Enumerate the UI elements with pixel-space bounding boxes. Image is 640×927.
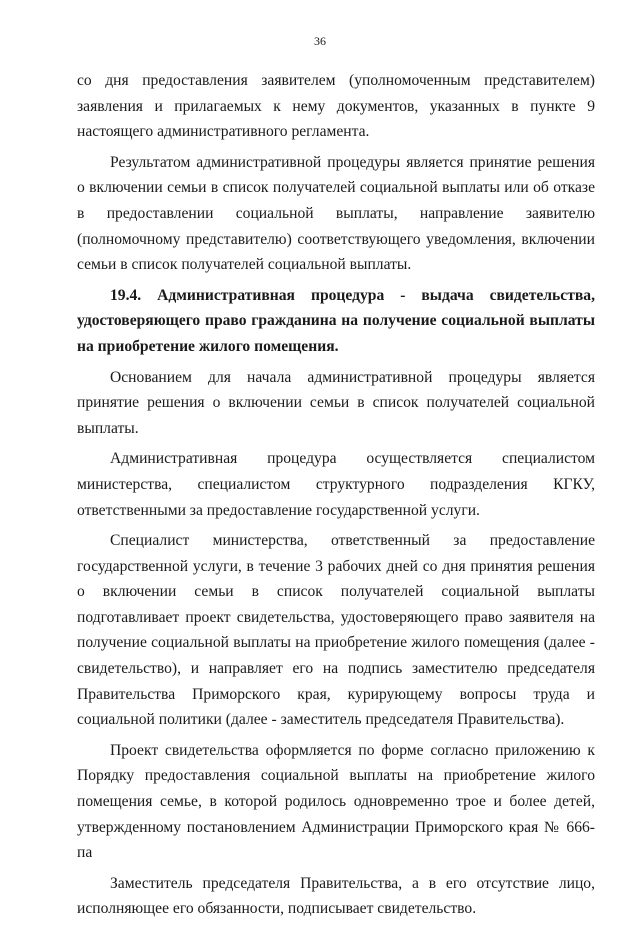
- document-body: [77, 68, 595, 927]
- page-number: 36: [314, 34, 326, 48]
- paragraph-performers: Административная процедура осуществляется специалистом министерства, специалистом структурного подразделения КГКУ, ответственными за предоставление государственной услуги.: [77, 450, 595, 519]
- paragraph-basis: Основанием для начала административной процедуры является принятие решения о включении семьи в список получателей социальной выплаты.: [77, 368, 595, 437]
- paragraph-result: Результатом административной процедуры является принятие решения о включении семьи в список получателей социальной выплаты или об отказе в предоставлении социальной выплаты, направление заявителю (полномочному представителю) соответствующего уведомления, включении семьи в список получателей социальной выплаты.: [77, 153, 595, 274]
- paragraph-continuation: со дня предоставления заявителем (уполномоченным представителем) заявления и прилагаемых к нему документов, указанных в пункте 9 настоящего административного регламента.: [77, 72, 595, 141]
- paragraph-draft-form: Проект свидетельства оформляется по форме согласно приложению к Порядку предоставления социальной выплаты на приобретение жилого помещения семье, в которой родилось одновременно трое и более детей, утвержденному постановлением Администрации Приморского края № 666-па: [77, 741, 595, 862]
- paragraph-signing: Заместитель председателя Правительства, а в его отсутствие лицо, исполняющее его обязанности, подписывает свидетельство.: [77, 874, 595, 918]
- paragraph-specialist: Специалист министерства, ответственный за предоставление государственной услуги, в течение 3 рабочих дней со дня принятия решения о включении семьи в список получателей социальной выплаты подготавливает проект свидетельства, удостоверяющего право заявителя на получение социальной выплаты на приобретение жилого помещения (далее - свидетельство), и направляет его на подпись заместителю председателя Правительства Приморского края, курирующему вопросы труда и социальной политики (далее - заместитель председателя Правительства).: [77, 532, 595, 729]
- section-heading-19-4: 19.4. Административная процедура - выдача свидетельства, удостоверяющего право гражданина на получение социальной выплаты на приобретение жилого помещения.: [77, 286, 595, 355]
